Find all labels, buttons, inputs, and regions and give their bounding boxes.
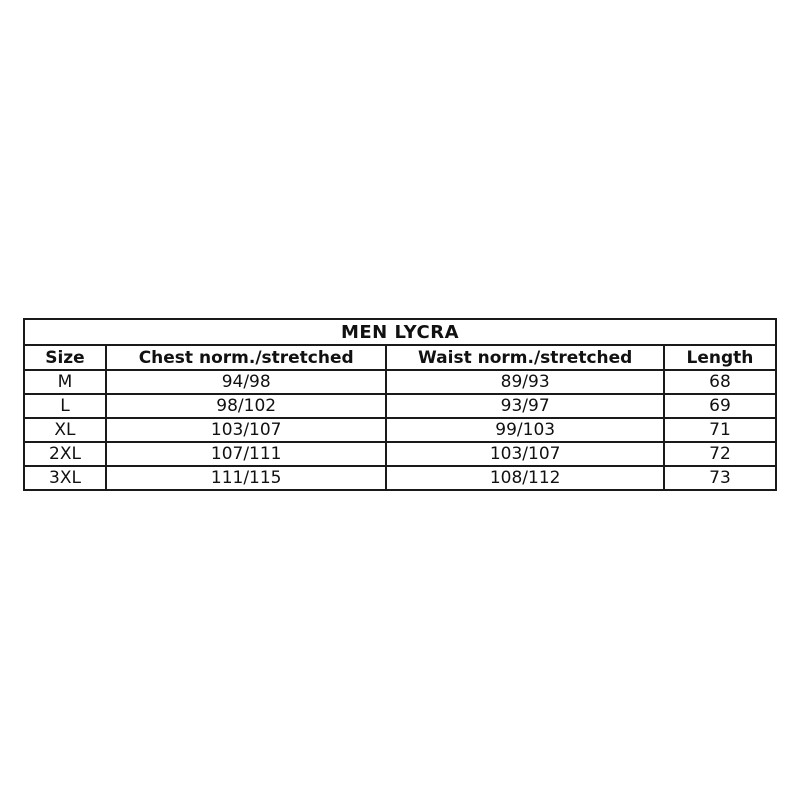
table-cell: 68 (664, 370, 776, 394)
column-header-size: Size (24, 345, 106, 370)
table-title: MEN LYCRA (24, 319, 776, 345)
table-row (24, 466, 776, 490)
table-cell: 73 (664, 466, 776, 490)
table-title-row (24, 319, 776, 345)
table-cell: 98/102 (106, 394, 386, 418)
table-cell: 72 (664, 442, 776, 466)
table-row (24, 394, 776, 418)
size-chart-table (23, 318, 777, 491)
table-cell: 103/107 (106, 418, 386, 442)
column-header-length: Length (664, 345, 776, 370)
table-cell: XL (24, 418, 106, 442)
column-header-chest: Chest norm./stretched (106, 345, 386, 370)
table-header-row (24, 345, 776, 370)
table-cell: 93/97 (386, 394, 663, 418)
table-row (24, 418, 776, 442)
table-cell: 2XL (24, 442, 106, 466)
table-cell: 111/115 (106, 466, 386, 490)
table-cell: L (24, 394, 106, 418)
table-row (24, 442, 776, 466)
table-cell: 94/98 (106, 370, 386, 394)
table-cell: 99/103 (386, 418, 663, 442)
table-row (24, 370, 776, 394)
table-cell: 71 (664, 418, 776, 442)
table-cell: 103/107 (386, 442, 663, 466)
column-header-waist: Waist norm./stretched (386, 345, 663, 370)
table-cell: M (24, 370, 106, 394)
table-cell: 89/93 (386, 370, 663, 394)
table-cell: 107/111 (106, 442, 386, 466)
table-cell: 69 (664, 394, 776, 418)
table-cell: 3XL (24, 466, 106, 490)
table-cell: 108/112 (386, 466, 663, 490)
